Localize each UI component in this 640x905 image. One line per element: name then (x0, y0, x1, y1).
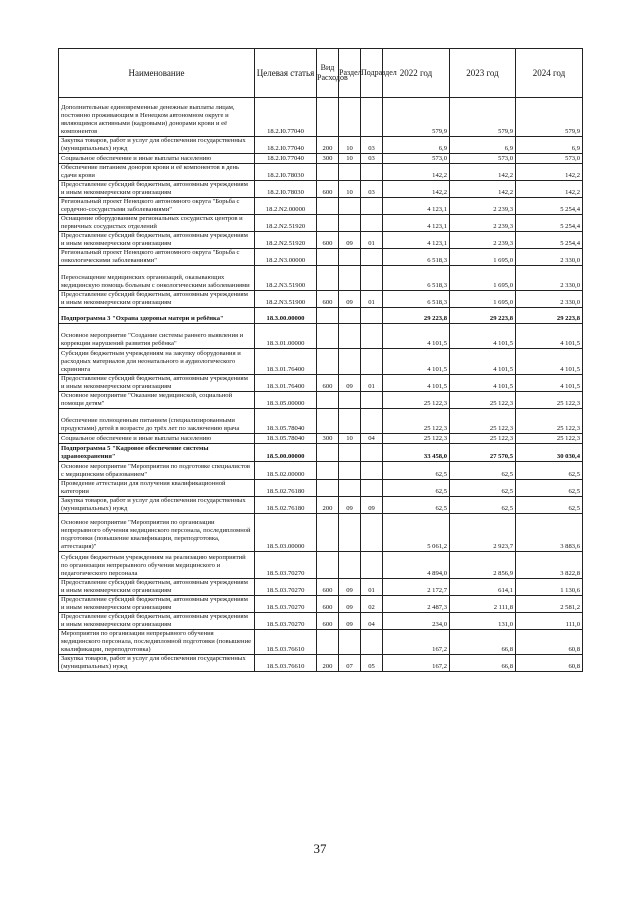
table-row (59, 409, 583, 434)
row-section: 09 (339, 579, 361, 596)
budget-table (58, 48, 583, 672)
row-section: 09 (339, 375, 361, 392)
header-expense-type: Вид Расходов (317, 49, 339, 98)
row-value-2024: 62,5 (516, 497, 583, 514)
row-target: 18.2.I0.77040 (255, 137, 317, 154)
row-target: 18.2.N2.51920 (255, 215, 317, 232)
row-target: 18.5.03.70270 (255, 596, 317, 613)
row-subsection (361, 480, 383, 497)
row-value-2024: 2 330,0 (516, 291, 583, 308)
row-name: Основное мероприятие "Оказание медицинской, социальной помощи детям" (59, 392, 255, 409)
row-value-2024: 62,5 (516, 480, 583, 497)
header-2024: 2024 год (516, 49, 583, 98)
header-target: Целевая статья (255, 49, 317, 98)
row-section (339, 164, 361, 181)
table-row (59, 514, 583, 552)
row-target: 18.3.05.78040 (255, 434, 317, 444)
row-subsection (361, 308, 383, 324)
row-name: Основное мероприятие "Мероприятия по подготовке специалистов с медицинским образованием" (59, 462, 255, 480)
row-expense-type (317, 266, 339, 291)
row-value-2022: 142,2 (383, 181, 450, 198)
row-value-2023: 25 122,3 (450, 392, 516, 409)
row-value-2022: 6 518,3 (383, 249, 450, 266)
row-value-2023: 4 101,5 (450, 375, 516, 392)
row-value-2023: 62,5 (450, 480, 516, 497)
row-name: Оснащение оборудованием региональных сосудистых центров и первичных сосудистых отделений (59, 215, 255, 232)
row-name: Региональный проект Ненецкого автономного округа "Борьба с сердечно-сосудистыми заболеваниями" (59, 198, 255, 215)
row-value-2022: 25 122,3 (383, 392, 450, 409)
table-row (59, 552, 583, 579)
row-value-2022: 579,9 (383, 98, 450, 137)
row-value-2023: 25 122,3 (450, 409, 516, 434)
table-row (59, 308, 583, 324)
row-section (339, 514, 361, 552)
table-row (59, 266, 583, 291)
row-expense-type: 600 (317, 596, 339, 613)
row-value-2022: 4 123,1 (383, 215, 450, 232)
row-value-2024: 5 254,4 (516, 198, 583, 215)
row-expense-type (317, 198, 339, 215)
row-subsection (361, 324, 383, 349)
row-value-2024: 60,8 (516, 630, 583, 655)
page-number: 37 (313, 841, 327, 856)
row-expense-type: 300 (317, 434, 339, 444)
table-row (59, 249, 583, 266)
row-subsection (361, 98, 383, 137)
row-value-2023: 573,0 (450, 154, 516, 164)
row-expense-type (317, 164, 339, 181)
row-value-2022: 25 122,3 (383, 409, 450, 434)
row-expense-type (317, 249, 339, 266)
row-value-2022: 62,5 (383, 497, 450, 514)
row-value-2023: 142,2 (450, 164, 516, 181)
table-row (59, 164, 583, 181)
row-target: 18.5.02.76180 (255, 480, 317, 497)
table-row (59, 324, 583, 349)
row-value-2023: 1 695,0 (450, 266, 516, 291)
row-subsection (361, 462, 383, 480)
row-name: Основное мероприятие "Создание системы раннего выявления и коррекции нарушений развития ребёнка" (59, 324, 255, 349)
row-target: 18.5.03.76610 (255, 655, 317, 672)
table-row (59, 613, 583, 630)
row-subsection (361, 444, 383, 462)
row-value-2022: 6 518,3 (383, 266, 450, 291)
row-value-2024: 1 130,6 (516, 579, 583, 596)
row-section: 10 (339, 181, 361, 198)
row-section (339, 324, 361, 349)
row-expense-type: 600 (317, 232, 339, 249)
table-row (59, 630, 583, 655)
row-subsection: 01 (361, 232, 383, 249)
table-row (59, 181, 583, 198)
row-value-2022: 33 458,0 (383, 444, 450, 462)
row-expense-type (317, 462, 339, 480)
row-value-2023: 2 239,3 (450, 198, 516, 215)
row-value-2022: 167,2 (383, 655, 450, 672)
row-value-2024: 25 122,3 (516, 409, 583, 434)
row-value-2022: 167,2 (383, 630, 450, 655)
table-row (59, 98, 583, 137)
row-value-2023: 4 101,5 (450, 324, 516, 349)
row-subsection: 01 (361, 291, 383, 308)
row-target: 18.2.N3.51900 (255, 291, 317, 308)
row-expense-type (317, 630, 339, 655)
row-name: Дополнительные единовременные денежные выплаты лицам, постоянно проживающим в Ненецком автономном округе и являющимся активными (кадровыми) донорами крови и её компонентов (59, 98, 255, 137)
row-value-2022: 2 487,3 (383, 596, 450, 613)
row-value-2022: 4 123,1 (383, 198, 450, 215)
row-value-2023: 1 695,0 (450, 291, 516, 308)
row-value-2024: 30 030,4 (516, 444, 583, 462)
row-name: Проведение аттестации для получения квалификационной категории (59, 480, 255, 497)
row-name: Социальное обеспечение и иные выплаты населению (59, 154, 255, 164)
row-value-2024: 3 883,6 (516, 514, 583, 552)
row-subsection (361, 249, 383, 266)
table-row (59, 497, 583, 514)
row-value-2024: 2 330,0 (516, 249, 583, 266)
row-value-2022: 4 894,0 (383, 552, 450, 579)
row-value-2022: 4 101,5 (383, 375, 450, 392)
row-expense-type (317, 552, 339, 579)
row-value-2022: 4 123,1 (383, 232, 450, 249)
row-value-2022: 62,5 (383, 480, 450, 497)
row-subsection: 04 (361, 434, 383, 444)
row-section: 09 (339, 291, 361, 308)
row-name: Закупка товаров, работ и услуг для обеспечения государственных (муниципальных) нужд (59, 497, 255, 514)
row-value-2023: 614,1 (450, 579, 516, 596)
row-value-2023: 579,9 (450, 98, 516, 137)
row-subsection (361, 266, 383, 291)
row-name: Подпрограмма 3 "Охрана здоровья матери и ребёнка" (59, 308, 255, 324)
row-expense-type (317, 409, 339, 434)
row-expense-type: 600 (317, 181, 339, 198)
row-name: Предоставление субсидий бюджетным, автономным учреждениям и иным некоммерческим организациям (59, 181, 255, 198)
table-row (59, 375, 583, 392)
row-name: Предоставление субсидий бюджетным, автономным учреждениям и иным некоммерческим организациям (59, 291, 255, 308)
row-target: 18.3.01.00000 (255, 324, 317, 349)
row-name: Подпрограмма 5 "Кадровое обеспечение системы здравоохранения" (59, 444, 255, 462)
row-target: 18.3.01.76400 (255, 349, 317, 375)
row-expense-type (317, 324, 339, 349)
row-section: 09 (339, 596, 361, 613)
row-expense-type (317, 308, 339, 324)
row-section (339, 462, 361, 480)
row-section (339, 349, 361, 375)
row-subsection: 01 (361, 375, 383, 392)
row-name: Мероприятия по организации непрерывного обучения медицинского персонала, последипломной подготовки (повышение квалификации, переподготовка) (59, 630, 255, 655)
row-name: Предоставление субсидий бюджетным, автономным учреждениям и иным некоммерческим организациям (59, 596, 255, 613)
row-value-2023: 2 239,3 (450, 232, 516, 249)
row-target: 18.5.03.00000 (255, 514, 317, 552)
row-value-2023: 2 239,3 (450, 215, 516, 232)
row-value-2024: 3 822,8 (516, 552, 583, 579)
row-name: Переоснащение медицинских организаций, оказывающих медицинскую помощь больным с онкологическими заболеваниями (59, 266, 255, 291)
row-subsection: 02 (361, 596, 383, 613)
row-section (339, 98, 361, 137)
row-value-2022: 2 172,7 (383, 579, 450, 596)
row-name: Предоставление субсидий бюджетным, автономным учреждениям и иным некоммерческим организациям (59, 232, 255, 249)
budget-table-page (58, 48, 582, 672)
row-subsection (361, 514, 383, 552)
row-name: Предоставление субсидий бюджетным, автономным учреждениям и иным некоммерческим организациям (59, 579, 255, 596)
row-target: 18.2.I0.78030 (255, 181, 317, 198)
row-value-2022: 573,0 (383, 154, 450, 164)
row-name: Обеспечение полноценным питанием (специализированными продуктами) детей в возрасте до трёх лет по заключению врача (59, 409, 255, 434)
row-section (339, 198, 361, 215)
row-target: 18.3.05.00000 (255, 392, 317, 409)
row-section (339, 249, 361, 266)
row-target: 18.3.00.00000 (255, 308, 317, 324)
row-value-2023: 25 122,3 (450, 434, 516, 444)
row-target: 18.5.02.00000 (255, 462, 317, 480)
row-value-2024: 6,9 (516, 137, 583, 154)
table-row (59, 198, 583, 215)
row-target: 18.5.02.76180 (255, 497, 317, 514)
row-section (339, 215, 361, 232)
row-value-2024: 62,5 (516, 462, 583, 480)
row-value-2022: 142,2 (383, 164, 450, 181)
table-row (59, 579, 583, 596)
row-value-2024: 2 330,0 (516, 266, 583, 291)
row-subsection (361, 198, 383, 215)
row-value-2023: 2 856,9 (450, 552, 516, 579)
table-body (59, 98, 583, 672)
row-value-2024: 4 101,5 (516, 324, 583, 349)
row-value-2023: 6,9 (450, 137, 516, 154)
row-subsection (361, 630, 383, 655)
row-section (339, 630, 361, 655)
row-value-2022: 29 223,8 (383, 308, 450, 324)
row-value-2022: 5 061,2 (383, 514, 450, 552)
row-subsection (361, 392, 383, 409)
row-value-2024: 4 101,5 (516, 375, 583, 392)
row-section (339, 444, 361, 462)
table-row (59, 596, 583, 613)
table-header-row (59, 49, 583, 98)
row-target: 18.2.N3.00000 (255, 249, 317, 266)
row-value-2024: 25 122,3 (516, 392, 583, 409)
row-name: Социальное обеспечение и иные выплаты населению (59, 434, 255, 444)
row-subsection: 05 (361, 655, 383, 672)
row-expense-type (317, 444, 339, 462)
row-value-2023: 66,8 (450, 655, 516, 672)
row-expense-type: 200 (317, 497, 339, 514)
row-section (339, 409, 361, 434)
row-value-2022: 234,0 (383, 613, 450, 630)
row-value-2024: 573,0 (516, 154, 583, 164)
table-row (59, 444, 583, 462)
row-value-2024: 5 254,4 (516, 232, 583, 249)
row-expense-type: 200 (317, 655, 339, 672)
row-expense-type (317, 349, 339, 375)
row-value-2024: 29 223,8 (516, 308, 583, 324)
row-value-2022: 6,9 (383, 137, 450, 154)
header-section: Раздел (339, 49, 361, 98)
row-name: Основное мероприятие "Мероприятия по организации непрерывного обучения медицинского персонала, последипломной подготовки (повышение квалификации, переподготовка, аттестация)" (59, 514, 255, 552)
row-subsection (361, 552, 383, 579)
row-value-2023: 62,5 (450, 497, 516, 514)
row-value-2023: 2 111,8 (450, 596, 516, 613)
table-row (59, 154, 583, 164)
row-target: 18.2.I0.78030 (255, 164, 317, 181)
row-subsection: 03 (361, 137, 383, 154)
header-subsection: Подраздел (361, 49, 383, 98)
table-row (59, 215, 583, 232)
row-expense-type (317, 392, 339, 409)
row-section (339, 308, 361, 324)
header-name: Наименование (59, 49, 255, 98)
row-name: Предоставление субсидий бюджетным, автономным учреждениям и иным некоммерческим организациям (59, 613, 255, 630)
header-2022: 2022 год (383, 49, 450, 98)
row-section (339, 480, 361, 497)
row-expense-type: 600 (317, 375, 339, 392)
row-value-2024: 142,2 (516, 181, 583, 198)
header-2023: 2023 год (450, 49, 516, 98)
row-value-2023: 2 923,7 (450, 514, 516, 552)
table-row (59, 462, 583, 480)
row-name: Субсидии бюджетным учреждениям на реализацию мероприятий по организации непрерывного обучения медицинского и педагогического персонала (59, 552, 255, 579)
row-subsection (361, 215, 383, 232)
table-row (59, 480, 583, 497)
row-value-2024: 25 122,3 (516, 434, 583, 444)
row-subsection (361, 409, 383, 434)
row-section: 10 (339, 137, 361, 154)
row-target: 18.5.03.76610 (255, 630, 317, 655)
row-expense-type: 600 (317, 579, 339, 596)
row-name: Региональный проект Ненецкого автономного округа "Борьба с онкологическими заболеваниями" (59, 249, 255, 266)
row-value-2022: 4 101,5 (383, 349, 450, 375)
row-value-2023: 4 101,5 (450, 349, 516, 375)
row-expense-type: 300 (317, 154, 339, 164)
row-section (339, 266, 361, 291)
row-target: 18.5.03.70270 (255, 579, 317, 596)
table-row (59, 232, 583, 249)
row-value-2022: 62,5 (383, 462, 450, 480)
row-value-2022: 25 122,3 (383, 434, 450, 444)
row-expense-type (317, 215, 339, 232)
row-target: 18.2.N3.51900 (255, 266, 317, 291)
row-value-2023: 131,0 (450, 613, 516, 630)
row-name: Субсидии бюджетным учреждениям на закупку оборудования и расходных материалов для неонатального и аудиологического скрининга (59, 349, 255, 375)
row-section: 09 (339, 613, 361, 630)
row-expense-type: 200 (317, 137, 339, 154)
row-subsection: 04 (361, 613, 383, 630)
row-target: 18.2.N2.00000 (255, 198, 317, 215)
row-subsection: 09 (361, 497, 383, 514)
row-value-2024: 2 581,2 (516, 596, 583, 613)
table-row (59, 434, 583, 444)
row-value-2023: 1 695,0 (450, 249, 516, 266)
row-target: 18.3.05.78040 (255, 409, 317, 434)
row-expense-type (317, 514, 339, 552)
row-subsection (361, 349, 383, 375)
row-value-2024: 60,8 (516, 655, 583, 672)
row-target: 18.5.03.70270 (255, 552, 317, 579)
row-value-2024: 142,2 (516, 164, 583, 181)
row-value-2023: 29 223,8 (450, 308, 516, 324)
table-row (59, 137, 583, 154)
row-value-2024: 5 254,4 (516, 215, 583, 232)
row-subsection (361, 164, 383, 181)
row-section: 09 (339, 497, 361, 514)
row-expense-type (317, 480, 339, 497)
row-value-2024: 4 101,5 (516, 349, 583, 375)
row-value-2023: 142,2 (450, 181, 516, 198)
row-name: Закупка товаров, работ и услуг для обеспечения государственных (муниципальных) нужд (59, 655, 255, 672)
row-expense-type (317, 98, 339, 137)
row-name: Обеспечение питанием доноров крови и её компонентов в день сдачи крови (59, 164, 255, 181)
row-value-2024: 579,9 (516, 98, 583, 137)
row-expense-type: 600 (317, 291, 339, 308)
table-row (59, 349, 583, 375)
row-section (339, 392, 361, 409)
row-value-2022: 6 518,3 (383, 291, 450, 308)
row-target: 18.2.N2.51920 (255, 232, 317, 249)
row-section: 09 (339, 232, 361, 249)
row-target: 18.5.03.70270 (255, 613, 317, 630)
row-value-2023: 66,8 (450, 630, 516, 655)
row-section: 10 (339, 154, 361, 164)
row-value-2023: 62,5 (450, 462, 516, 480)
row-target: 18.3.01.76400 (255, 375, 317, 392)
table-row (59, 392, 583, 409)
row-expense-type: 600 (317, 613, 339, 630)
row-section: 10 (339, 434, 361, 444)
row-value-2024: 111,0 (516, 613, 583, 630)
row-subsection: 03 (361, 181, 383, 198)
row-section: 07 (339, 655, 361, 672)
row-section (339, 552, 361, 579)
row-target: 18.5.00.00000 (255, 444, 317, 462)
row-value-2022: 4 101,5 (383, 324, 450, 349)
row-subsection: 01 (361, 579, 383, 596)
row-subsection: 03 (361, 154, 383, 164)
table-row (59, 291, 583, 308)
row-name: Закупка товаров, работ и услуг для обеспечения государственных (муниципальных) нужд (59, 137, 255, 154)
row-name: Предоставление субсидий бюджетным, автономным учреждениям и иным некоммерческим организациям (59, 375, 255, 392)
row-target: 18.2.I0.77040 (255, 98, 317, 137)
table-row (59, 655, 583, 672)
row-target: 18.2.I0.77040 (255, 154, 317, 164)
row-value-2023: 27 570,5 (450, 444, 516, 462)
